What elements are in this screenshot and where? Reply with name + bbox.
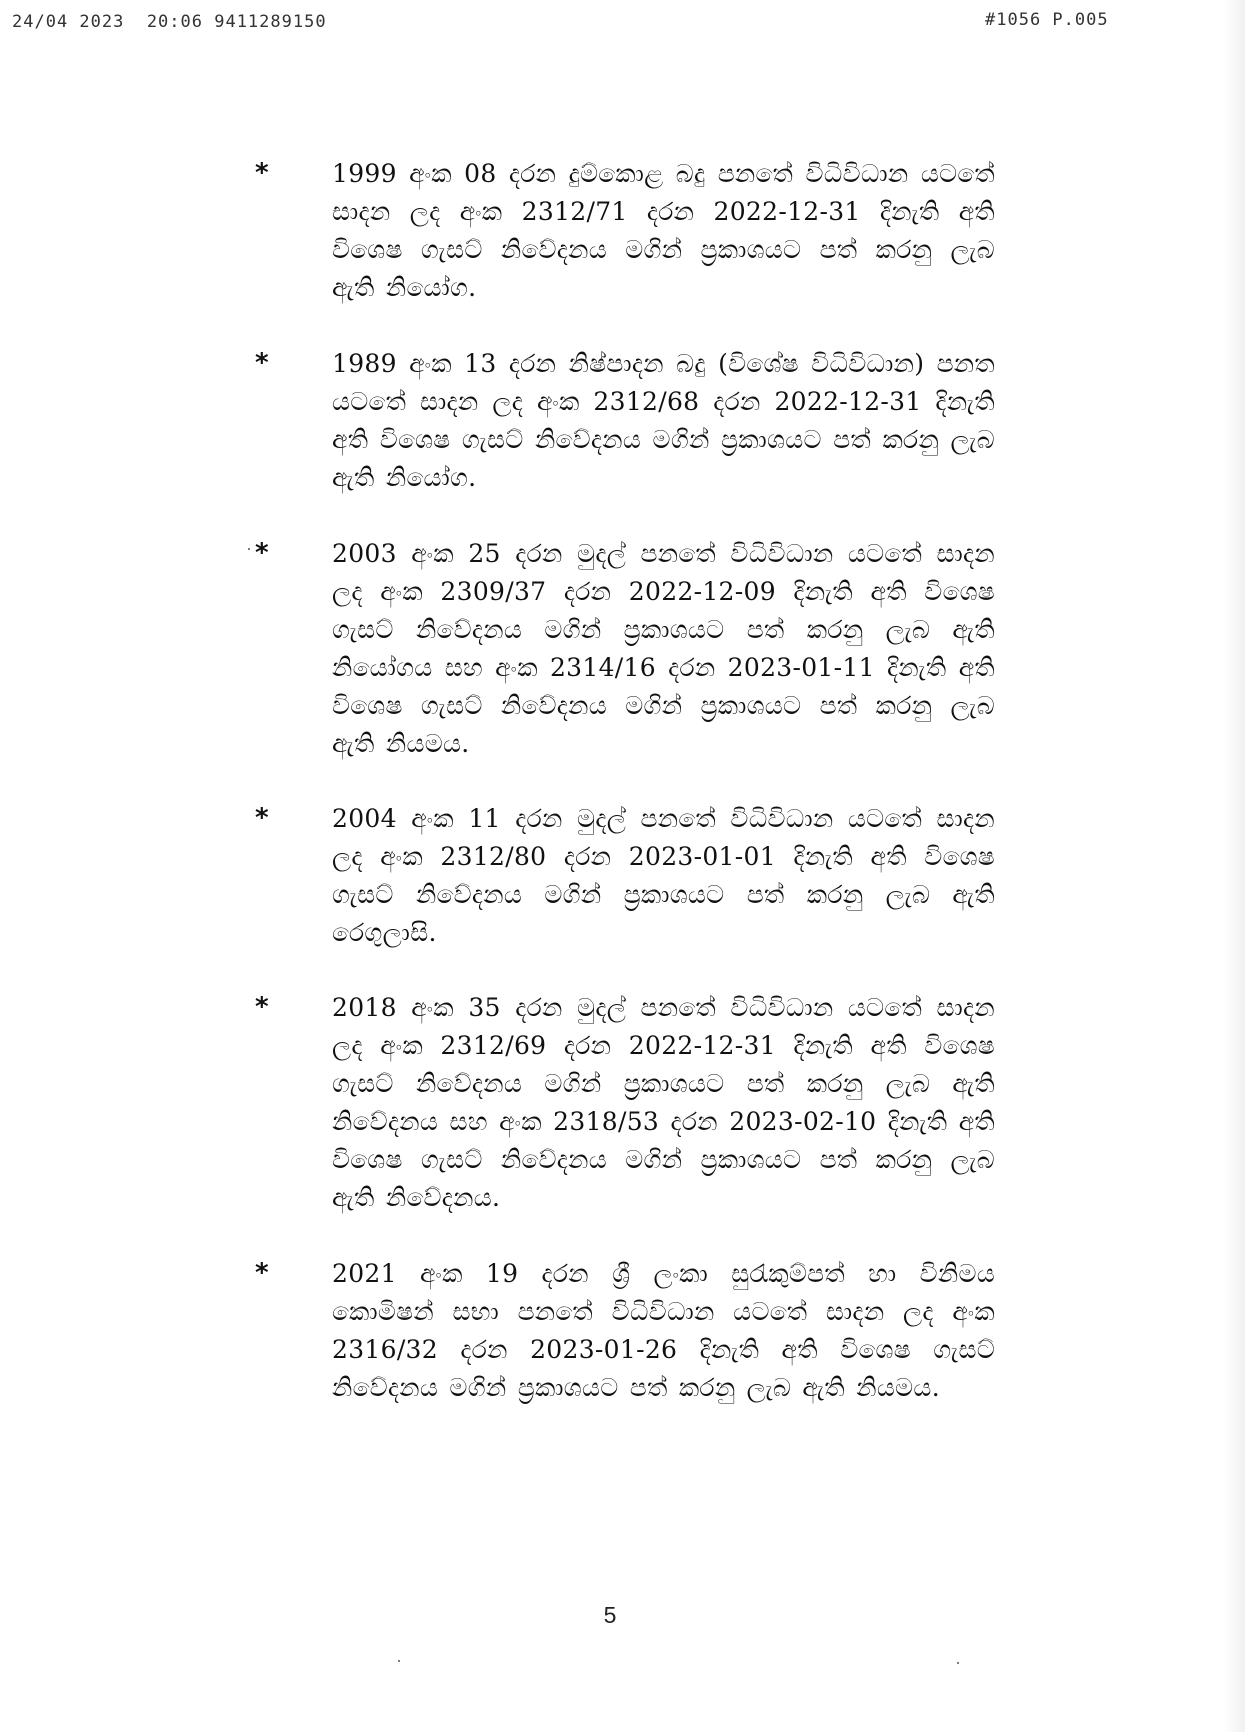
fax-transmission-stamp: 24/04 2023 20:06 9411289150 xyxy=(12,12,327,32)
list-item xyxy=(255,800,995,952)
scan-edge-shadow xyxy=(1223,0,1245,1732)
regulation-list xyxy=(255,155,995,1442)
list-item-text: 2003 අංක 25 දරන මුදල් පනතේ විධිවිධාන යටතේ සාදන ලද අංක 2309/37 දරන 2022-12-09 දිනැති අති විශෙෂ ගැසට් නිවේදනය මගින් ප්‍රකාශයට පත් කරනු ලැබ ඇති නියෝගය සහ අංක 2314/16 දරන 2023-01-11 දිනැති අති විශෙෂ ගැසට් නිවේදනය මගින් ප්‍රකාශයට පත් කරනු ලැබ ඇති නියමය. xyxy=(332,539,995,758)
list-item-text: 2018 අංක 35 දරන මුදල් පනතේ විධිවිධාන යටතේ සාදන ලද අංක 2312/69 දරන 2022-12-31 දිනැති අති විශෙෂ ගැසට් නිවේදනය මගින් ප්‍රකාශයට පත් කරනු ලැබ ඇති නිවේදනය සහ අංක 2318/53 දරන 2023-02-10 දිනැති අති විශෙෂ ගැසට් නිවේදනය මගින් ප්‍රකාශයට පත් කරනු ලැබ ඇති නිවේදනය. xyxy=(332,993,995,1212)
list-item xyxy=(255,1255,995,1407)
list-item-text: 2021 අංක 19 දරන ශ්‍රී ලංකා සුරැකුම්පත් හා විනිමය කොමිෂන් සභා පනතේ විධිවිධාන යටතේ සාදන ලද අංක 2316/32 දරන 2023-01-26 දිනැති අති විශෙෂ ගැසට් නිවේදනය මගින් ප්‍රකාශයට පත් කරනු ලැබ ඇති නියමය. xyxy=(332,1259,995,1402)
list-item xyxy=(255,345,995,497)
scan-speck xyxy=(957,1662,959,1664)
fax-header xyxy=(12,8,1245,38)
scan-speck xyxy=(398,1660,400,1662)
list-item-text: 1989 අංක 13 දරන නිෂ්පාදන බදු (විශේෂ විධිවිධාන) පනත යටතේ සාදන ලද අංක 2312/68 දරන 2022-12-31 දිනැති අති විශෙෂ ගැසට් නිවේදනය මගින් ප්‍රකාශයට පත් කරනු ලැබ ඇති නියෝග. xyxy=(332,349,995,492)
list-item xyxy=(255,155,995,307)
list-item xyxy=(255,535,995,763)
list-item-text: 1999 අංක 08 දරන දුම්කොළ බදු පනතේ විධිවිධාන යටතේ සාදන ලද අංක 2312/71 දරන 2022-12-31 දිනැති අති විශෙෂ ගැසට් නිවේදනය මගින් ප්‍රකාශයට පත් කරනු ලැබ ඇති නියෝග. xyxy=(332,159,995,302)
bullet-asterisk: * xyxy=(255,158,269,188)
bullet-asterisk: * xyxy=(255,348,269,378)
list-item-text: 2004 අංක 11 දරන මුදල් පනතේ විධිවිධාන යටතේ සාදන ලද අංක 2312/80 දරන 2023-01-01 දිනැති අති විශෙෂ ගැසට් නිවේදනය මගින් ප්‍රකාශයට පත් කරනු ලැබ ඇති රෙගුලාසි. xyxy=(332,804,995,947)
list-item xyxy=(255,989,995,1217)
bullet-asterisk: * xyxy=(255,1258,269,1288)
scan-speck xyxy=(248,548,250,550)
bullet-asterisk: * xyxy=(255,803,269,833)
bullet-asterisk: * xyxy=(255,538,269,568)
fax-page-counter: #1056 P.005 xyxy=(985,10,1109,30)
bullet-asterisk: * xyxy=(255,992,269,1022)
page-number: 5 xyxy=(603,1602,617,1628)
